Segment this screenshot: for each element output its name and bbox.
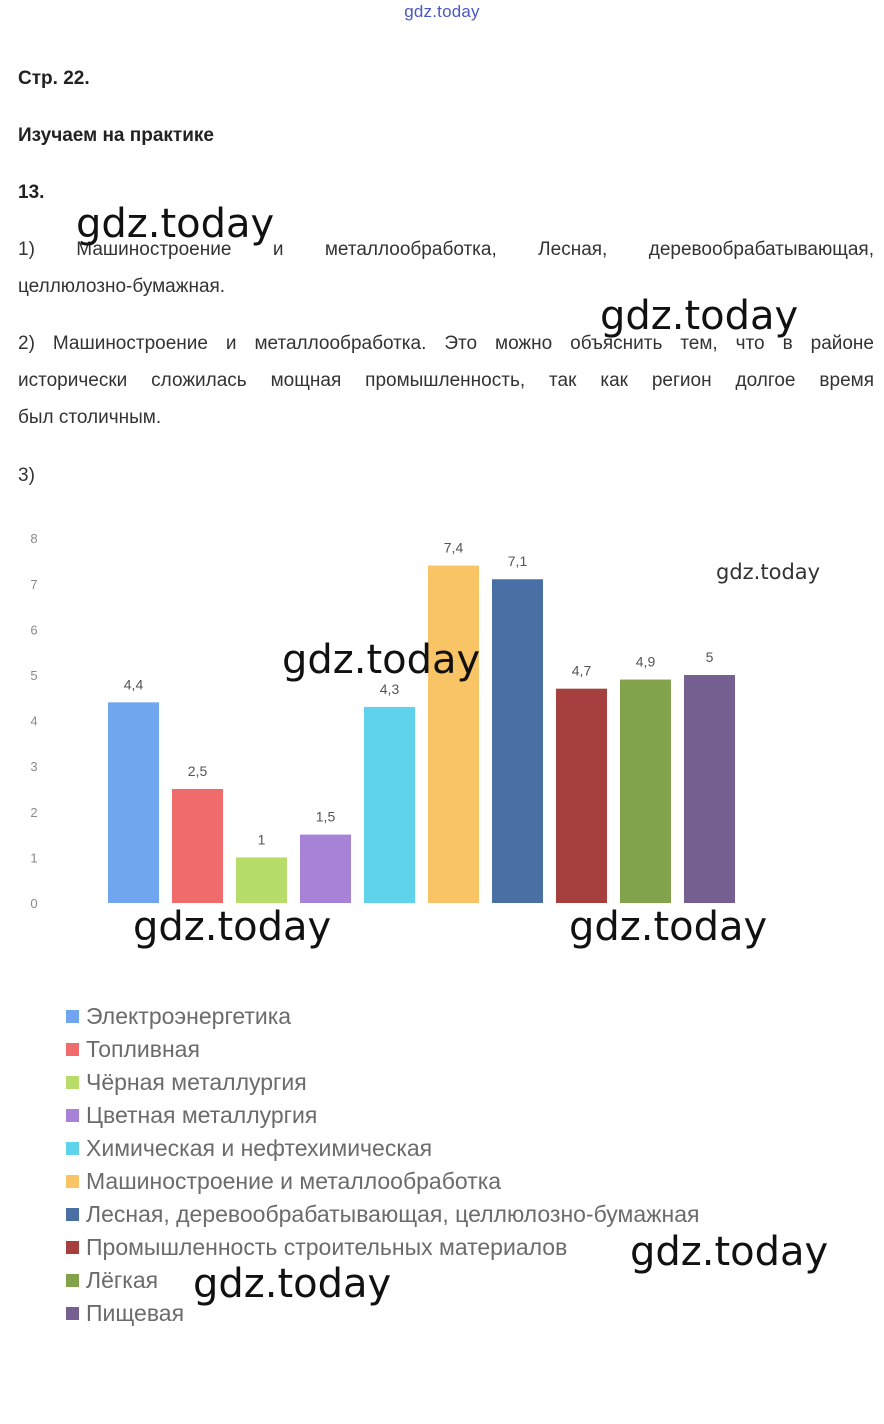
answer-1-line-1: 1) Машиностроение и металлообработка, Лесная, деревообрабатывающая, [18,239,874,260]
y-tick-label: 6 [30,622,38,638]
legend-swatch [66,1208,79,1221]
y-tick-label: 8 [30,531,38,547]
legend-label: Химическая и нефтехимическая [86,1135,433,1161]
watermark: gdz.today [569,904,768,950]
legend-item [66,1165,501,1198]
legend-swatch [66,1175,79,1188]
y-tick-label: 3 [30,759,38,775]
watermark: gdz.today [133,904,332,950]
legend-item [66,1033,200,1066]
watermark: gdz.today [600,293,799,339]
bar [300,835,351,903]
answer-2-line-2: исторически сложилась мощная промышленность, так как регион долгое время [18,370,874,391]
bar [620,680,671,903]
bar [684,675,735,903]
legend-swatch [66,1142,79,1155]
legend-item [66,1231,567,1264]
bar-data-label: 1,5 [315,808,336,825]
bar-data-label: 1 [257,831,266,848]
bar-data-label: 4,4 [123,676,144,693]
bar-data-label: 7,4 [443,539,464,556]
y-tick-label: 0 [30,896,38,911]
legend-item [66,1132,432,1165]
legend-item [66,1198,699,1231]
legend-label: Цветная металлургия [86,1102,318,1128]
bar [108,702,159,903]
legend-swatch [66,1043,79,1056]
bar-data-label: 4,7 [571,662,592,679]
bar [428,566,479,903]
legend-swatch [66,1307,79,1320]
bar-data-label: 7,1 [507,553,528,570]
y-tick-label: 7 [30,576,38,592]
y-tick-label: 4 [30,713,38,729]
bar [556,689,607,903]
bar-chart [0,520,884,960]
answer-2-line-3: был столичным. [18,407,162,428]
bar-data-label: 4,3 [379,680,400,697]
legend-swatch [66,1274,79,1287]
answer-3-label [18,457,874,494]
bar-data-label: 2,5 [187,763,208,779]
legend-label: Промышленность строительных материалов [86,1234,568,1260]
bar [172,789,223,903]
answer-1-line-2: целлюлозно-бумажная. [18,276,226,297]
page-label: Стр. 22. [18,68,90,89]
legend-label: Электроэнергетика [86,1003,292,1029]
watermark: gdz.today [282,637,481,683]
bar-data-label: 5 [705,649,714,665]
watermark: gdz.today [193,1261,392,1307]
y-tick-label: 5 [30,668,38,683]
legend-label: Пищевая [86,1300,185,1326]
legend-swatch [66,1076,79,1089]
answer-2 [18,325,874,436]
legend-item [66,1297,184,1330]
bar-data-label: 4,9 [635,653,656,670]
legend-swatch [66,1010,79,1023]
watermark-top: gdz.today [404,2,480,21]
legend-label: Лёгкая [86,1267,159,1293]
legend-swatch [66,1109,79,1122]
bars [108,566,735,903]
bar [364,707,415,903]
bar [236,857,287,903]
bar [492,579,543,903]
legend-item [66,1000,291,1033]
legend-label: Машиностроение и металлообработка [86,1168,502,1194]
legend-swatch [66,1241,79,1254]
watermark: gdz.today [716,560,821,584]
legend-label: Лесная, деревообрабатывающая, целлюлозно-бумажная [86,1201,700,1227]
y-axis-ticks [30,531,37,911]
y-tick-label: 2 [30,804,38,820]
watermark: gdz.today [630,1229,829,1275]
task-number: 13. [18,182,45,203]
answer-2-line-1: 2) Машиностроение и металлообработка. Это можно объяснить тем, что в районе [18,333,874,354]
legend-item [66,1099,317,1132]
answer-3-label-text: 3) [18,465,35,486]
legend-item [66,1066,307,1099]
legend-label: Топливная [86,1036,200,1062]
watermark: gdz.today [76,201,275,247]
legend-item [66,1264,158,1297]
legend-label: Чёрная металлургия [86,1069,307,1095]
y-tick-label: 1 [30,850,38,866]
section-title: Изучаем на практике [18,125,214,146]
